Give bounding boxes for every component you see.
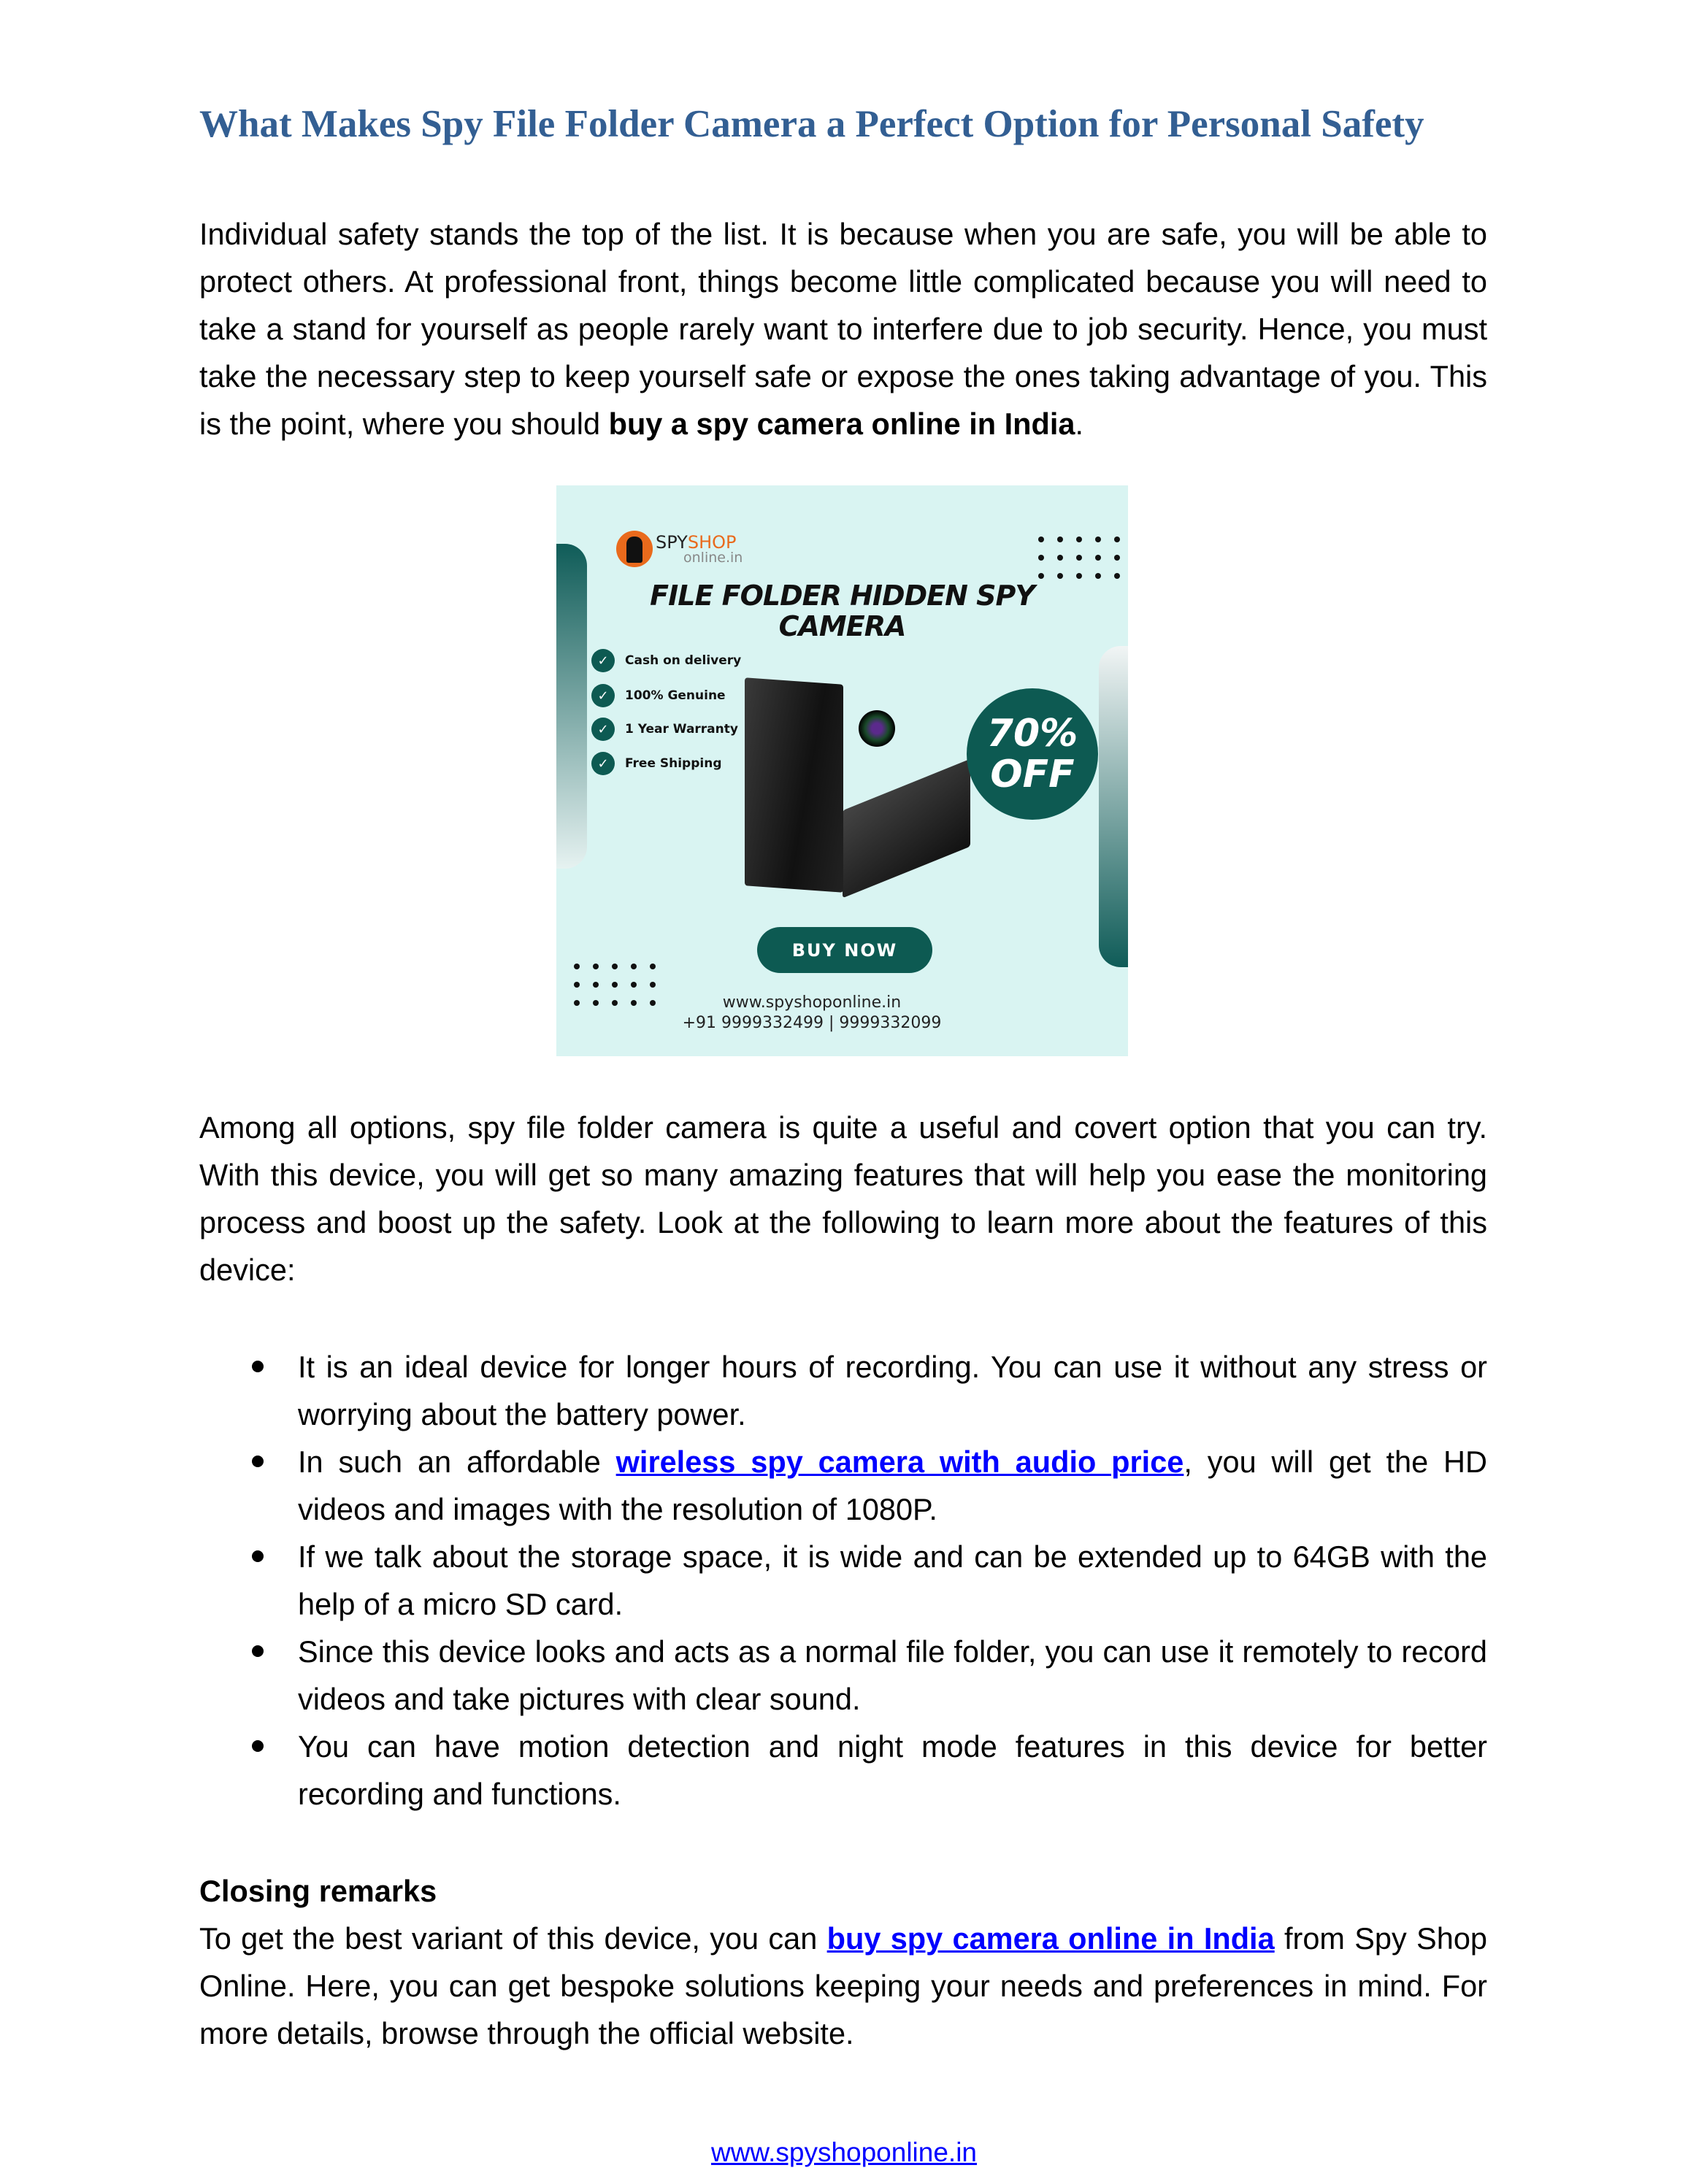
list-item [199, 1438, 1487, 1533]
bullet-text: It is an ideal device for longer hours of recording. You can use it without any stress or worrying about the battery power. [298, 1350, 1487, 1431]
closing-text: To get the best variant of this device, you can [199, 1921, 827, 1956]
closing-heading: Closing remarks [199, 1874, 437, 1908]
intro-end: . [1075, 407, 1083, 441]
features-list [199, 1343, 1487, 1818]
feature-item [591, 752, 722, 775]
list-item [199, 1533, 1487, 1628]
feature-label: 100% Genuine [625, 688, 726, 703]
intro-text: Individual safety stands the top of the list. It is because when you are safe, you will be able to protect others. At professional front, things become little complicated because you will need to take a stand for yourself as people rarely want to interfere due to job security. Hence, you must take the necessary step to keep yourself safe or expose the ones taking advantage of you. This is the point, where you should [199, 217, 1487, 441]
feature-label: Cash on delivery [625, 653, 742, 668]
badge-off: OFF [990, 753, 1075, 796]
bullet-text: , you will get the HD videos and images with the resolution of 1080P. [298, 1445, 1487, 1526]
bullet-text: If we talk about the storage space, it is wide and can be extended up to 64GB with the help of a micro SD card. [298, 1539, 1487, 1621]
check-icon: ✓ [591, 718, 615, 741]
feature-item [591, 718, 738, 741]
logo-spy: SPY [656, 531, 688, 553]
feature-label: 1 Year Warranty [625, 722, 738, 737]
closing-text: from Spy Shop Online. Here, you can get bespoke solutions keeping your needs and preferences in mind. For more details, browse through the official website. [199, 1921, 1487, 2050]
list-item [199, 1628, 1487, 1723]
ad-phone: +91 9999332499 | 9999332099 [682, 1014, 942, 1032]
spyshop-logo [616, 531, 743, 567]
closing-paragraph [199, 1915, 1487, 2057]
ad-contact [556, 993, 1067, 1034]
features-intro-paragraph: Among all options, spy file folder camera is quite a useful and covert option that you can try. With this device, you will get so many amazing features that will help you ease the monitoring process and boost up the safety. Look at the following to learn more about the features of this device: [199, 1110, 1487, 1287]
product-ad-image [556, 485, 1128, 1056]
buy-now-button: BUY NOW [757, 927, 932, 973]
page-footer [0, 2137, 1688, 2168]
bullet-text: You can have motion detection and night mode features in this device for better recording and functions. [298, 1729, 1487, 1811]
ad-url: www.spyshoponline.in [722, 993, 902, 1012]
intro-paragraph [199, 210, 1487, 447]
bullet-icon [252, 1550, 264, 1562]
list-item [199, 1343, 1487, 1438]
bullet-icon [252, 1361, 264, 1372]
wireless-camera-link[interactable]: wireless spy camera with audio price [615, 1445, 1184, 1479]
headline-line-1: FILE FOLDER HIDDEN SPY [650, 580, 1035, 612]
bullet-icon [252, 1740, 264, 1752]
folder-camera-lying [843, 759, 970, 899]
feature-label: Free Shipping [625, 756, 722, 771]
camera-lens-icon [859, 710, 895, 747]
badge-percent: 70% [986, 712, 1078, 755]
footer-website-link[interactable]: www.spyshoponline.in [710, 2137, 978, 2167]
list-item [199, 1723, 1487, 1818]
document-title: What Makes Spy File Folder Camera a Perfect Option for Personal Safety [199, 103, 1424, 145]
check-icon: ✓ [591, 684, 615, 707]
spy-logo-icon [616, 531, 653, 567]
check-icon: ✓ [591, 649, 615, 672]
feature-item [591, 684, 726, 707]
feature-item [591, 649, 741, 672]
buy-spy-camera-link[interactable]: buy spy camera online in India [826, 1921, 1275, 1956]
intro-bold: buy a spy camera online in India [608, 407, 1075, 441]
decor-dots-top [1038, 537, 1120, 579]
ad-headline [556, 580, 1128, 642]
logo-shop: SHOP [687, 531, 737, 553]
bullet-text: In such an affordable [298, 1445, 616, 1479]
folder-camera-standing [745, 677, 843, 892]
check-icon: ✓ [591, 752, 615, 775]
bullet-icon [252, 1645, 264, 1657]
headline-line-2: CAMERA [778, 610, 906, 642]
discount-badge [967, 688, 1098, 820]
logo-online: online.in [683, 549, 743, 566]
bullet-text: Since this device looks and acts as a normal file folder, you can use it remotely to record videos and take pictures with clear sound. [298, 1634, 1487, 1716]
decor-bar-right [1099, 646, 1128, 967]
bullet-icon [252, 1456, 264, 1467]
